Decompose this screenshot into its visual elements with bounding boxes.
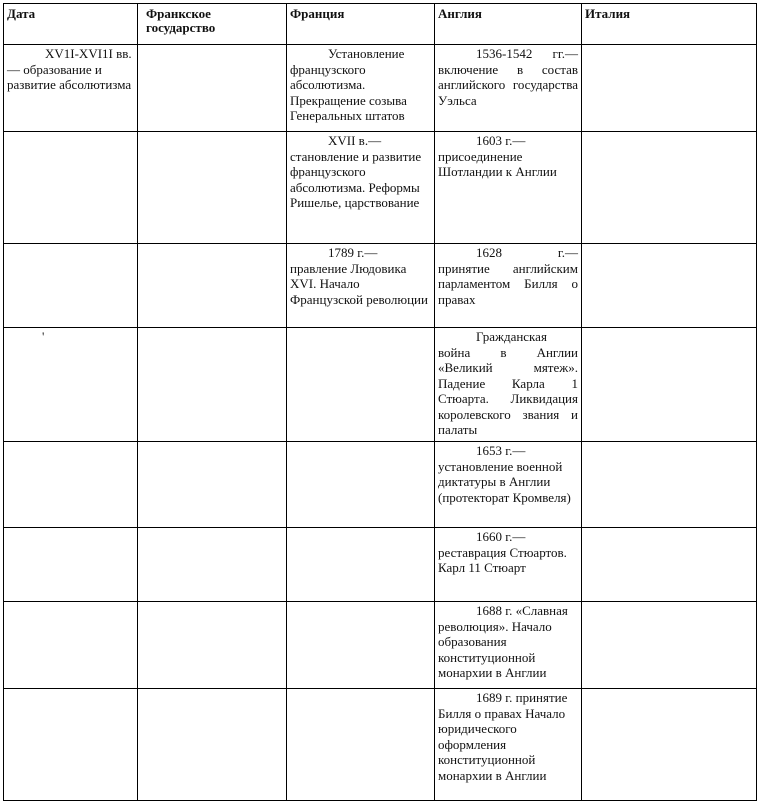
header-italy: Италия xyxy=(582,4,757,45)
frankish-cell xyxy=(138,244,287,328)
england-cell: 1536-1542 гг.— включение в состав английского государства Уэльса xyxy=(435,45,582,132)
england-cell: 1660 г.— реставрация Стюартов. Карл 11 Стюарт xyxy=(435,528,582,602)
table-row xyxy=(4,442,757,528)
frankish-cell xyxy=(138,45,287,132)
table-row xyxy=(4,528,757,602)
france-cell xyxy=(287,602,435,689)
france-cell xyxy=(287,328,435,442)
date-cell: ' xyxy=(4,328,138,442)
header-england: Англия xyxy=(435,4,582,45)
england-cell: 1603 г.— присоединение Шотландии к Англии xyxy=(435,132,582,244)
italy-cell xyxy=(582,442,757,528)
france-cell: Установление французского абсолютизма. Прекращение созыва Генеральных штатов xyxy=(287,45,435,132)
date-cell xyxy=(4,528,138,602)
frankish-cell xyxy=(138,132,287,244)
date-cell xyxy=(4,244,138,328)
header-frankish: Франкское государство xyxy=(138,4,287,45)
england-cell: 1653 г.— установление военной диктатуры в Англии (протекторат Кромвеля) xyxy=(435,442,582,528)
date-cell xyxy=(4,442,138,528)
france-cell: XVII в.— становление и развитие французского абсолютизма. Реформы Ришелье, царствование xyxy=(287,132,435,244)
italy-cell xyxy=(582,244,757,328)
england-cell: 1689 г. принятие Билля о правах Начало юридического оформления конституционной монархии в Англии xyxy=(435,689,582,801)
france-cell: 1789 г.— правление Людовика XVI. Начало Французской революции xyxy=(287,244,435,328)
italy-cell xyxy=(582,689,757,801)
france-cell xyxy=(287,528,435,602)
table-row xyxy=(4,328,757,442)
table-row xyxy=(4,45,757,132)
england-cell: Гражданская война в Англии «Великий мятеж». Падение Карла 1 Стюарта. Ликвидация королевского звания и палаты xyxy=(435,328,582,442)
date-cell xyxy=(4,132,138,244)
italy-cell xyxy=(582,132,757,244)
table-row xyxy=(4,602,757,689)
table-row xyxy=(4,132,757,244)
france-cell xyxy=(287,689,435,801)
header-date: Дата xyxy=(4,4,138,45)
date-cell xyxy=(4,602,138,689)
header-france: Франция xyxy=(287,4,435,45)
italy-cell xyxy=(582,328,757,442)
date-cell xyxy=(4,689,138,801)
frankish-cell xyxy=(138,689,287,801)
header-row xyxy=(4,4,757,45)
england-cell: 1628 г.— принятие английским парламентом Билля о правах xyxy=(435,244,582,328)
history-table xyxy=(3,3,757,801)
date-cell: XV1I-XVI1I вв.— образование и развитие абсолютизма xyxy=(4,45,138,132)
frankish-cell xyxy=(138,328,287,442)
england-cell: 1688 г. «Славная революция». Начало образования конституционной монархии в Англии xyxy=(435,602,582,689)
table-row xyxy=(4,689,757,801)
italy-cell xyxy=(582,528,757,602)
frankish-cell xyxy=(138,528,287,602)
frankish-cell xyxy=(138,602,287,689)
italy-cell xyxy=(582,602,757,689)
france-cell xyxy=(287,442,435,528)
italy-cell xyxy=(582,45,757,132)
table-row xyxy=(4,244,757,328)
frankish-cell xyxy=(138,442,287,528)
